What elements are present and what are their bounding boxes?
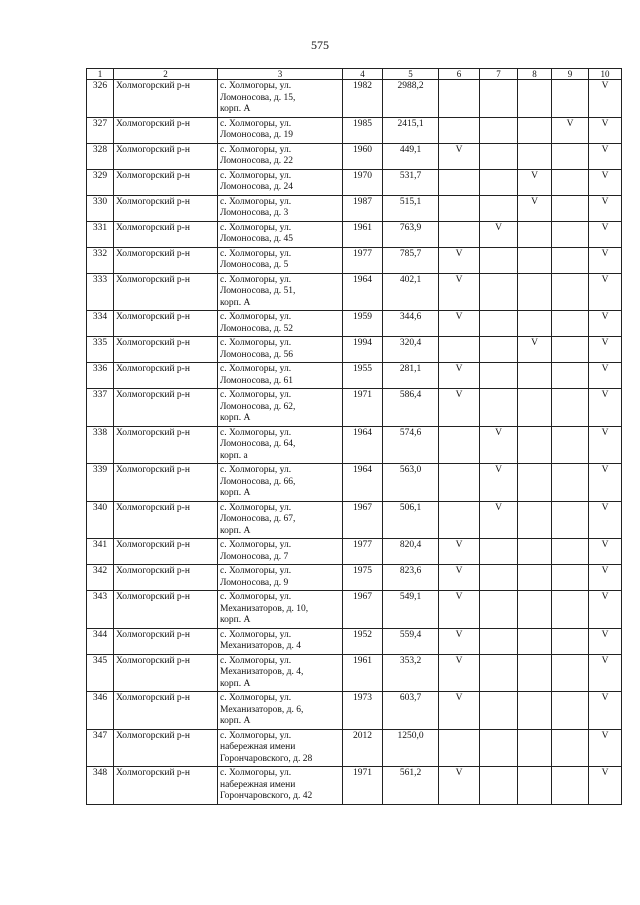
- district-cell: Холмогорский р-н: [114, 729, 218, 767]
- mark-col8-cell: [518, 729, 552, 767]
- mark-col8-cell: [518, 692, 552, 730]
- mark-col9-cell: [552, 591, 589, 629]
- mark-col8-cell: [518, 273, 552, 311]
- row-number: 343: [87, 591, 114, 629]
- mark-col7-cell: [480, 654, 518, 692]
- area-cell: 531,7: [383, 169, 439, 195]
- table-row: [87, 654, 622, 692]
- address-cell: с. Холмогоры, ул. Механизаторов, д. 10, корп. А: [218, 591, 343, 629]
- district-cell: Холмогорский р-н: [114, 692, 218, 730]
- mark-col10-cell: V: [589, 273, 622, 311]
- mark-col9-cell: [552, 501, 589, 539]
- district-cell: Холмогорский р-н: [114, 117, 218, 143]
- mark-col6-cell: V: [439, 539, 480, 565]
- mark-col7-cell: [480, 767, 518, 805]
- mark-col8-cell: [518, 591, 552, 629]
- year-cell: 1982: [343, 80, 383, 118]
- mark-col6-cell: V: [439, 363, 480, 389]
- mark-col10-cell: V: [589, 389, 622, 427]
- mark-col8-cell: [518, 80, 552, 118]
- table-row: [87, 221, 622, 247]
- column-header-6: 6: [439, 69, 480, 80]
- mark-col6-cell: [439, 80, 480, 118]
- year-cell: 1977: [343, 539, 383, 565]
- area-cell: 820,4: [383, 539, 439, 565]
- area-cell: 574,6: [383, 426, 439, 464]
- district-cell: Холмогорский р-н: [114, 221, 218, 247]
- table-row: [87, 143, 622, 169]
- mark-col9-cell: [552, 539, 589, 565]
- district-cell: Холмогорский р-н: [114, 767, 218, 805]
- row-number: 331: [87, 221, 114, 247]
- mark-col6-cell: V: [439, 311, 480, 337]
- mark-col6-cell: V: [439, 692, 480, 730]
- mark-col10-cell: V: [589, 628, 622, 654]
- address-cell: с. Холмогоры, ул. Ломоносова, д. 19: [218, 117, 343, 143]
- mark-col6-cell: [439, 221, 480, 247]
- address-cell: с. Холмогоры, ул. Ломоносова, д. 56: [218, 337, 343, 363]
- area-cell: 559,4: [383, 628, 439, 654]
- mark-col10-cell: V: [589, 311, 622, 337]
- address-cell: с. Холмогоры, ул. Ломоносова, д. 52: [218, 311, 343, 337]
- district-cell: Холмогорский р-н: [114, 565, 218, 591]
- table-row: [87, 389, 622, 427]
- column-header-9: 9: [552, 69, 589, 80]
- row-number: 329: [87, 169, 114, 195]
- district-cell: Холмогорский р-н: [114, 337, 218, 363]
- mark-col10-cell: V: [589, 565, 622, 591]
- district-cell: Холмогорский р-н: [114, 273, 218, 311]
- column-header-1: 1: [87, 69, 114, 80]
- table-row: [87, 426, 622, 464]
- area-cell: 281,1: [383, 363, 439, 389]
- mark-col8-cell: [518, 389, 552, 427]
- address-cell: с. Холмогоры, ул. набережная имени Горончаровского, д. 42: [218, 767, 343, 805]
- area-cell: 561,2: [383, 767, 439, 805]
- district-cell: Холмогорский р-н: [114, 539, 218, 565]
- area-cell: 353,2: [383, 654, 439, 692]
- address-cell: с. Холмогоры, ул. Ломоносова, д. 7: [218, 539, 343, 565]
- district-cell: Холмогорский р-н: [114, 654, 218, 692]
- row-number: 332: [87, 247, 114, 273]
- area-cell: 2988,2: [383, 80, 439, 118]
- mark-col8-cell: [518, 654, 552, 692]
- row-number: 334: [87, 311, 114, 337]
- year-cell: 1977: [343, 247, 383, 273]
- mark-col7-cell: [480, 539, 518, 565]
- mark-col9-cell: [552, 767, 589, 805]
- row-number: 327: [87, 117, 114, 143]
- mark-col6-cell: [439, 729, 480, 767]
- row-number: 346: [87, 692, 114, 730]
- mark-col9-cell: [552, 311, 589, 337]
- mark-col10-cell: V: [589, 539, 622, 565]
- mark-col6-cell: [439, 337, 480, 363]
- table-row: [87, 337, 622, 363]
- address-cell: с. Холмогоры, ул. Ломоносова, д. 24: [218, 169, 343, 195]
- mark-col6-cell: [439, 195, 480, 221]
- table-row: [87, 767, 622, 805]
- mark-col7-cell: [480, 311, 518, 337]
- mark-col6-cell: V: [439, 565, 480, 591]
- mark-col9-cell: [552, 426, 589, 464]
- row-number: 328: [87, 143, 114, 169]
- district-cell: Холмогорский р-н: [114, 311, 218, 337]
- year-cell: 1985: [343, 117, 383, 143]
- mark-col10-cell: V: [589, 729, 622, 767]
- table-row: [87, 539, 622, 565]
- mark-col6-cell: V: [439, 591, 480, 629]
- mark-col8-cell: [518, 311, 552, 337]
- table-row: [87, 169, 622, 195]
- mark-col6-cell: V: [439, 767, 480, 805]
- mark-col10-cell: V: [589, 591, 622, 629]
- area-cell: 506,1: [383, 501, 439, 539]
- table-row: [87, 80, 622, 118]
- year-cell: 1959: [343, 311, 383, 337]
- district-cell: Холмогорский р-н: [114, 247, 218, 273]
- area-cell: 549,1: [383, 591, 439, 629]
- row-number: 338: [87, 426, 114, 464]
- mark-col9-cell: [552, 628, 589, 654]
- row-number: 337: [87, 389, 114, 427]
- column-header-4: 4: [343, 69, 383, 80]
- mark-col6-cell: V: [439, 273, 480, 311]
- address-cell: с. Холмогоры, ул. Ломоносова, д. 5: [218, 247, 343, 273]
- mark-col10-cell: V: [589, 195, 622, 221]
- address-cell: с. Холмогоры, ул. Механизаторов, д. 4, корп. А: [218, 654, 343, 692]
- year-cell: 1970: [343, 169, 383, 195]
- mark-col6-cell: [439, 169, 480, 195]
- column-header-3: 3: [218, 69, 343, 80]
- mark-col6-cell: [439, 117, 480, 143]
- mark-col9-cell: [552, 654, 589, 692]
- row-number: 347: [87, 729, 114, 767]
- table-row: [87, 273, 622, 311]
- mark-col8-cell: V: [518, 195, 552, 221]
- mark-col9-cell: [552, 80, 589, 118]
- row-number: 335: [87, 337, 114, 363]
- column-header-10: 10: [589, 69, 622, 80]
- district-cell: Холмогорский р-н: [114, 464, 218, 502]
- mark-col8-cell: [518, 426, 552, 464]
- mark-col9-cell: [552, 247, 589, 273]
- table-row: [87, 565, 622, 591]
- year-cell: 1975: [343, 565, 383, 591]
- table-row: [87, 501, 622, 539]
- year-cell: 1971: [343, 389, 383, 427]
- address-cell: с. Холмогоры, ул. Ломоносова, д. 61: [218, 363, 343, 389]
- district-cell: Холмогорский р-н: [114, 169, 218, 195]
- column-header-7: 7: [480, 69, 518, 80]
- address-cell: с. Холмогоры, ул. Ломоносова, д. 51, корп. А: [218, 273, 343, 311]
- table-row: [87, 692, 622, 730]
- mark-col10-cell: V: [589, 80, 622, 118]
- mark-col8-cell: [518, 628, 552, 654]
- table-row: [87, 195, 622, 221]
- district-cell: Холмогорский р-н: [114, 501, 218, 539]
- mark-col8-cell: V: [518, 337, 552, 363]
- row-number: 333: [87, 273, 114, 311]
- mark-col10-cell: V: [589, 143, 622, 169]
- table-row: [87, 311, 622, 337]
- mark-col8-cell: [518, 565, 552, 591]
- year-cell: 1961: [343, 654, 383, 692]
- mark-col7-cell: V: [480, 221, 518, 247]
- area-cell: 2415,1: [383, 117, 439, 143]
- address-cell: с. Холмогоры, ул. Ломоносова, д. 45: [218, 221, 343, 247]
- mark-col8-cell: [518, 143, 552, 169]
- mark-col9-cell: [552, 195, 589, 221]
- table-row: [87, 117, 622, 143]
- table-row: [87, 247, 622, 273]
- year-cell: 1952: [343, 628, 383, 654]
- page-number: 575: [311, 38, 329, 52]
- mark-col6-cell: V: [439, 654, 480, 692]
- mark-col8-cell: [518, 363, 552, 389]
- mark-col8-cell: V: [518, 169, 552, 195]
- address-cell: с. Холмогоры, ул. Ломоносова, д. 15, корп. А: [218, 80, 343, 118]
- mark-col8-cell: [518, 464, 552, 502]
- address-cell: с. Холмогоры, ул. Ломоносова, д. 67, корп. А: [218, 501, 343, 539]
- mark-col9-cell: V: [552, 117, 589, 143]
- mark-col7-cell: [480, 247, 518, 273]
- mark-col6-cell: V: [439, 143, 480, 169]
- mark-col10-cell: V: [589, 169, 622, 195]
- table-row: [87, 464, 622, 502]
- mark-col8-cell: [518, 221, 552, 247]
- mark-col7-cell: [480, 389, 518, 427]
- mark-col10-cell: V: [589, 337, 622, 363]
- mark-col7-cell: [480, 337, 518, 363]
- row-number: 341: [87, 539, 114, 565]
- mark-col10-cell: V: [589, 426, 622, 464]
- district-cell: Холмогорский р-н: [114, 195, 218, 221]
- mark-col8-cell: [518, 117, 552, 143]
- row-number: 339: [87, 464, 114, 502]
- area-cell: 586,4: [383, 389, 439, 427]
- mark-col8-cell: [518, 501, 552, 539]
- mark-col9-cell: [552, 464, 589, 502]
- mark-col7-cell: [480, 169, 518, 195]
- mark-col7-cell: V: [480, 426, 518, 464]
- year-cell: 2012: [343, 729, 383, 767]
- area-cell: 823,6: [383, 565, 439, 591]
- row-number: 336: [87, 363, 114, 389]
- address-cell: с. Холмогоры, ул. Ломоносова, д. 9: [218, 565, 343, 591]
- address-cell: с. Холмогоры, ул. Ломоносова, д. 62, корп. А: [218, 389, 343, 427]
- year-cell: 1973: [343, 692, 383, 730]
- district-cell: Холмогорский р-н: [114, 591, 218, 629]
- mark-col7-cell: [480, 628, 518, 654]
- year-cell: 1967: [343, 591, 383, 629]
- address-cell: с. Холмогоры, ул. Механизаторов, д. 4: [218, 628, 343, 654]
- address-cell: с. Холмогоры, ул. Механизаторов, д. 6, корп. А: [218, 692, 343, 730]
- mark-col9-cell: [552, 692, 589, 730]
- table-body: [87, 80, 622, 805]
- mark-col9-cell: [552, 273, 589, 311]
- year-cell: 1964: [343, 273, 383, 311]
- district-cell: Холмогорский р-н: [114, 363, 218, 389]
- district-cell: Холмогорский р-н: [114, 426, 218, 464]
- mark-col7-cell: [480, 117, 518, 143]
- area-cell: 344,6: [383, 311, 439, 337]
- mark-col7-cell: [480, 565, 518, 591]
- header-row: [87, 69, 622, 80]
- row-number: 330: [87, 195, 114, 221]
- area-cell: 1250,0: [383, 729, 439, 767]
- mark-col7-cell: V: [480, 464, 518, 502]
- mark-col7-cell: [480, 80, 518, 118]
- table-row: [87, 591, 622, 629]
- row-number: 326: [87, 80, 114, 118]
- area-cell: 320,4: [383, 337, 439, 363]
- mark-col8-cell: [518, 247, 552, 273]
- year-cell: 1994: [343, 337, 383, 363]
- area-cell: 785,7: [383, 247, 439, 273]
- table-row: [87, 729, 622, 767]
- address-cell: с. Холмогоры, ул. Ломоносова, д. 22: [218, 143, 343, 169]
- area-cell: 402,1: [383, 273, 439, 311]
- area-cell: 763,9: [383, 221, 439, 247]
- mark-col9-cell: [552, 363, 589, 389]
- mark-col10-cell: V: [589, 117, 622, 143]
- row-number: 348: [87, 767, 114, 805]
- address-cell: с. Холмогоры, ул. Ломоносова, д. 64, корп. а: [218, 426, 343, 464]
- mark-col6-cell: V: [439, 247, 480, 273]
- year-cell: 1971: [343, 767, 383, 805]
- table-row: [87, 363, 622, 389]
- address-cell: с. Холмогоры, ул. Ломоносова, д. 66, корп. А: [218, 464, 343, 502]
- district-cell: Холмогорский р-н: [114, 389, 218, 427]
- year-cell: 1964: [343, 426, 383, 464]
- year-cell: 1960: [343, 143, 383, 169]
- area-cell: 515,1: [383, 195, 439, 221]
- mark-col7-cell: [480, 729, 518, 767]
- mark-col10-cell: V: [589, 767, 622, 805]
- mark-col10-cell: V: [589, 692, 622, 730]
- column-header-5: 5: [383, 69, 439, 80]
- mark-col9-cell: [552, 565, 589, 591]
- year-cell: 1955: [343, 363, 383, 389]
- address-cell: с. Холмогоры, ул. Ломоносова, д. 3: [218, 195, 343, 221]
- column-header-8: 8: [518, 69, 552, 80]
- area-cell: 603,7: [383, 692, 439, 730]
- area-cell: 563,0: [383, 464, 439, 502]
- district-cell: Холмогорский р-н: [114, 143, 218, 169]
- mark-col9-cell: [552, 337, 589, 363]
- mark-col10-cell: V: [589, 247, 622, 273]
- mark-col9-cell: [552, 143, 589, 169]
- mark-col7-cell: [480, 591, 518, 629]
- mark-col9-cell: [552, 389, 589, 427]
- area-cell: 449,1: [383, 143, 439, 169]
- row-number: 344: [87, 628, 114, 654]
- mark-col6-cell: [439, 426, 480, 464]
- district-cell: Холмогорский р-н: [114, 628, 218, 654]
- row-number: 342: [87, 565, 114, 591]
- address-cell: с. Холмогоры, ул. набережная имени Горончаровского, д. 28: [218, 729, 343, 767]
- mark-col6-cell: V: [439, 628, 480, 654]
- column-header-2: 2: [114, 69, 218, 80]
- mark-col7-cell: [480, 195, 518, 221]
- mark-col9-cell: [552, 729, 589, 767]
- mark-col7-cell: V: [480, 501, 518, 539]
- mark-col6-cell: [439, 464, 480, 502]
- mark-col10-cell: V: [589, 464, 622, 502]
- table-row: [87, 628, 622, 654]
- mark-col6-cell: V: [439, 389, 480, 427]
- mark-col10-cell: V: [589, 221, 622, 247]
- mark-col7-cell: [480, 143, 518, 169]
- mark-col8-cell: [518, 539, 552, 565]
- mark-col9-cell: [552, 169, 589, 195]
- mark-col7-cell: [480, 363, 518, 389]
- mark-col7-cell: [480, 273, 518, 311]
- year-cell: 1967: [343, 501, 383, 539]
- row-number: 345: [87, 654, 114, 692]
- year-cell: 1961: [343, 221, 383, 247]
- mark-col6-cell: [439, 501, 480, 539]
- mark-col8-cell: [518, 767, 552, 805]
- mark-col9-cell: [552, 221, 589, 247]
- register-table: [86, 68, 622, 805]
- mark-col10-cell: V: [589, 654, 622, 692]
- year-cell: 1987: [343, 195, 383, 221]
- row-number: 340: [87, 501, 114, 539]
- year-cell: 1964: [343, 464, 383, 502]
- district-cell: Холмогорский р-н: [114, 80, 218, 118]
- mark-col10-cell: V: [589, 363, 622, 389]
- mark-col10-cell: V: [589, 501, 622, 539]
- mark-col7-cell: [480, 692, 518, 730]
